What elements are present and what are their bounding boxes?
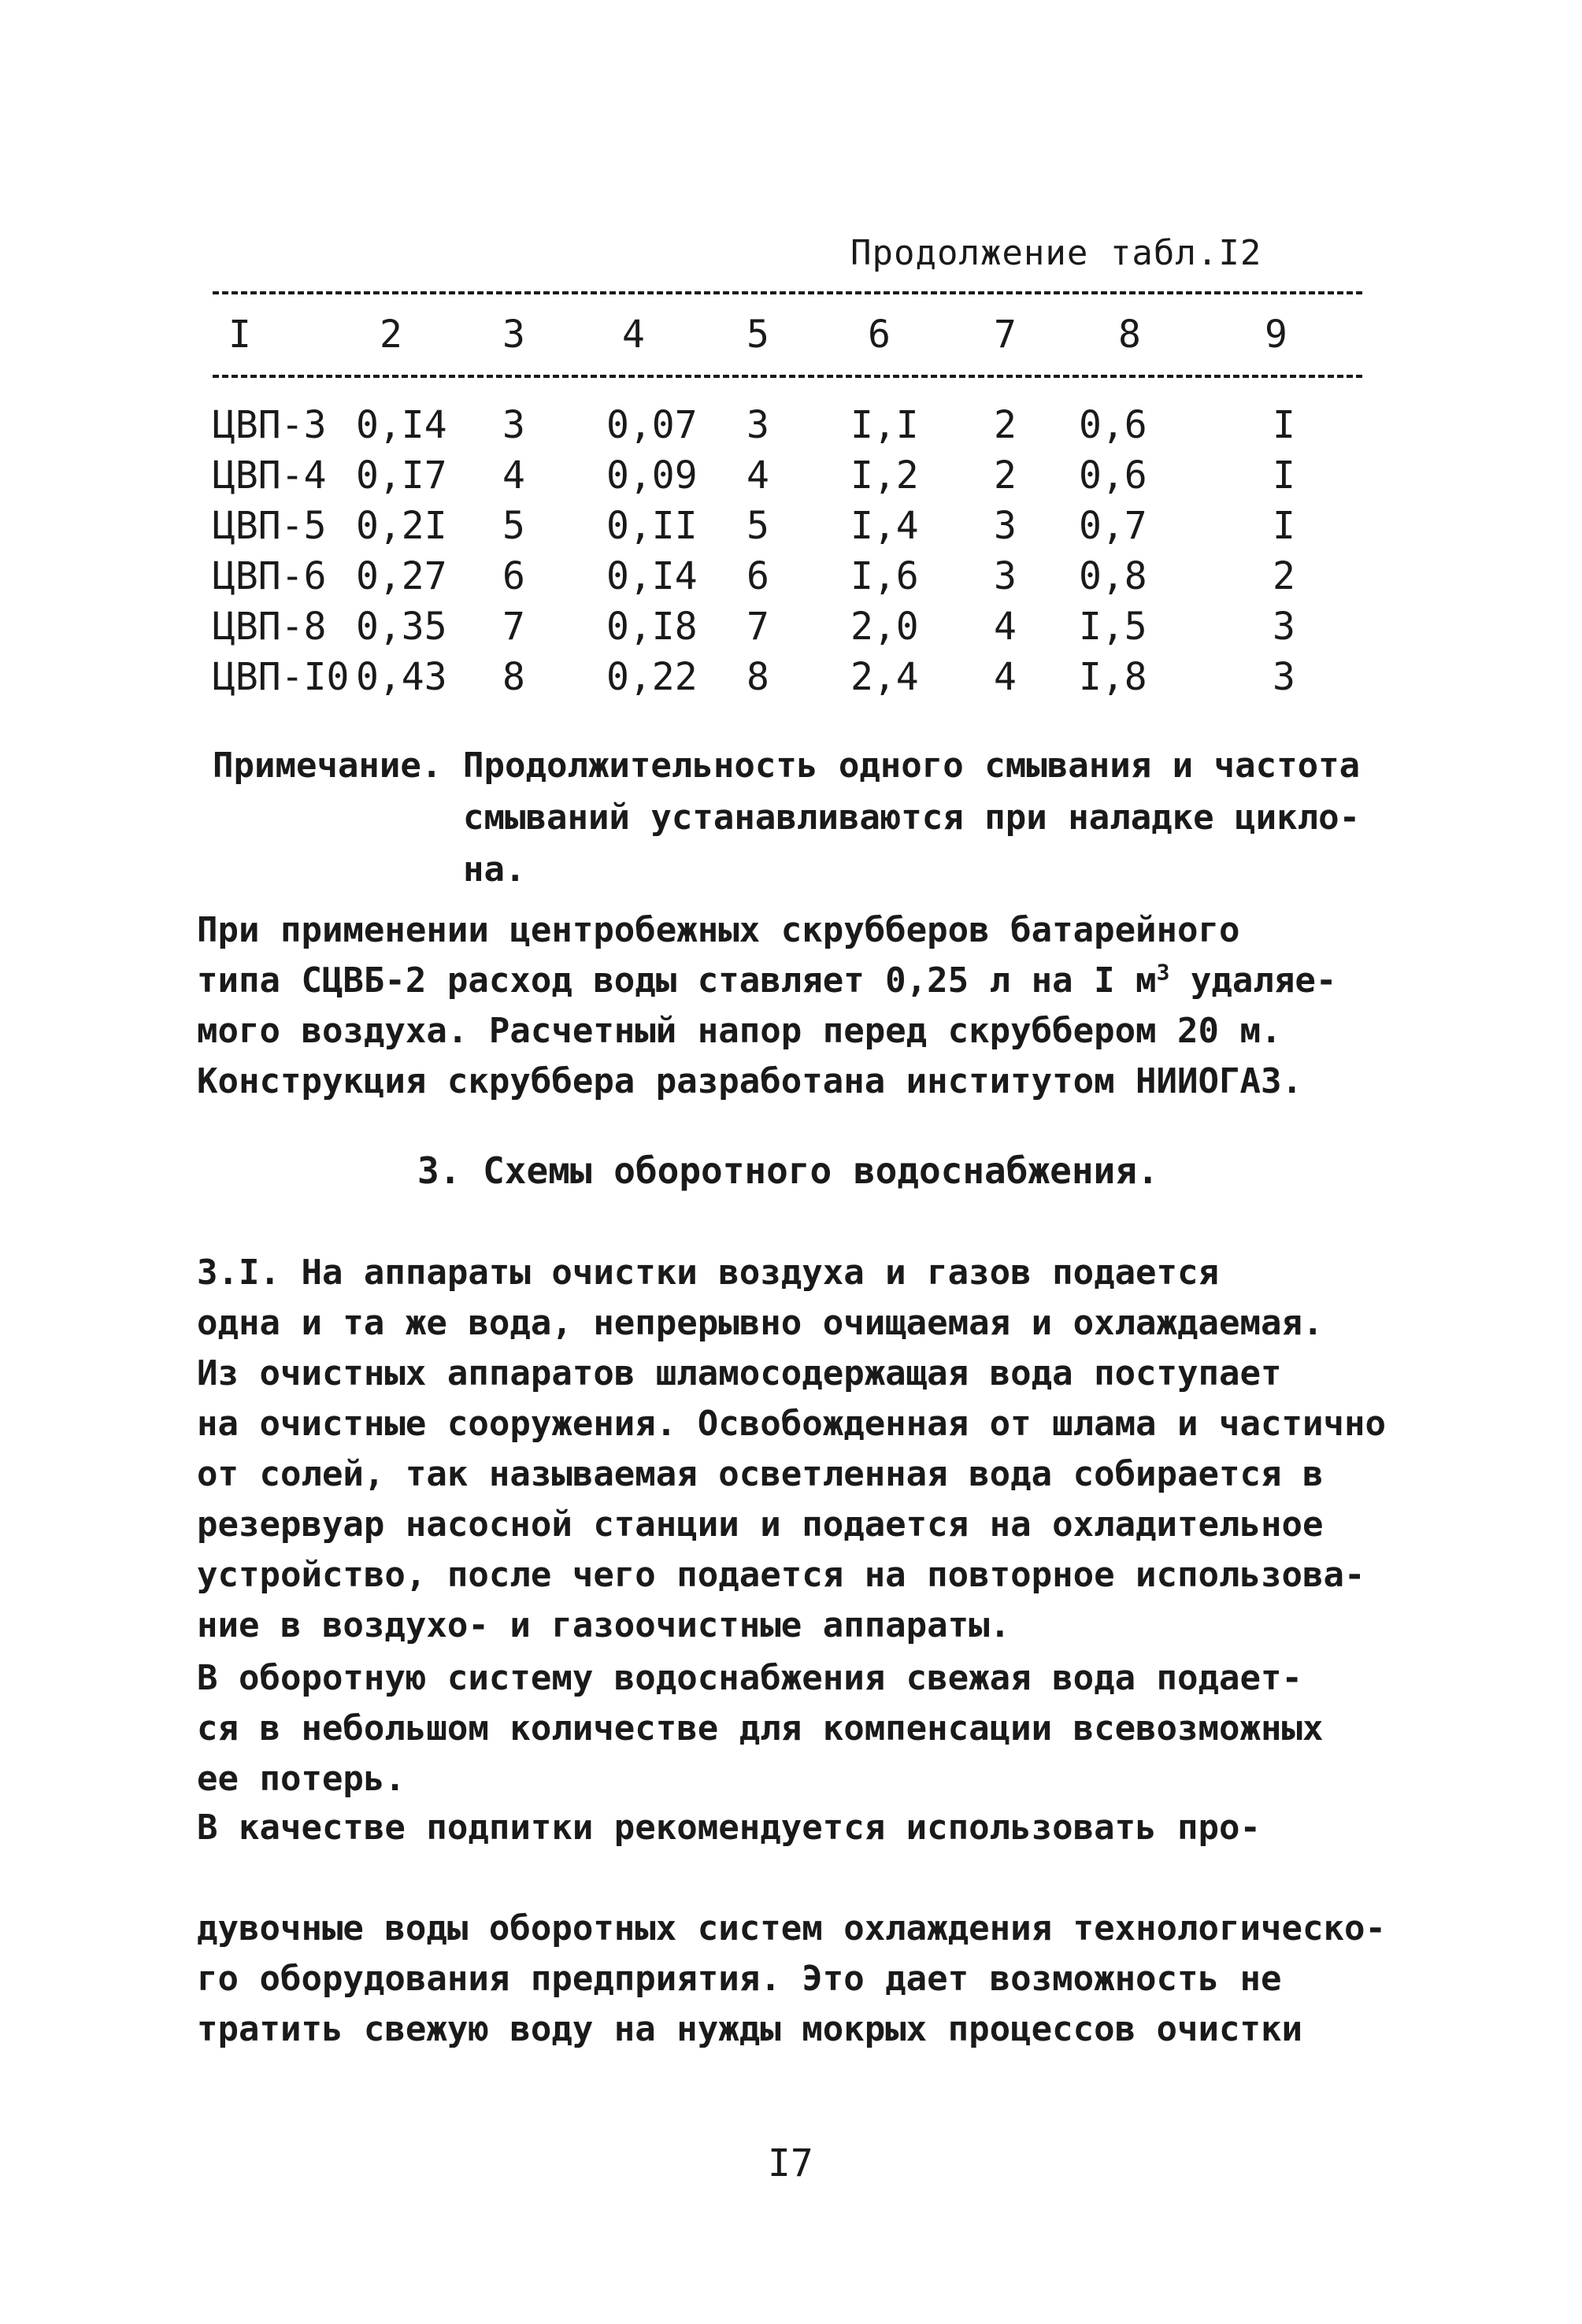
table-cell: I,6	[850, 554, 919, 598]
table-cell: I	[1273, 504, 1295, 548]
table-cell: 0,27	[356, 554, 447, 598]
table-cell: 3	[1273, 655, 1295, 699]
paragraph-makeup-water: В качестве подпитки рекомендуется использовать про- дувочные воды оборотных систем охлаждения технологическо- го оборудования предприятия. Это дает возможность не тратить свежую воду на нужды мокрых процессов очистки	[197, 1808, 1386, 2049]
table-cell: 2	[994, 453, 1017, 498]
paragraph-fresh-water: В оборотную систему водоснабжения свежая вода подает- ся в небольшом количестве для компенсации всевозможных ее потерь.	[197, 1658, 1324, 1799]
table-body	[213, 400, 1362, 702]
header-cell: I	[228, 313, 251, 357]
section-heading: 3. Схемы оборотного водоснабжения.	[417, 1149, 1159, 1192]
header-cell: 3	[502, 313, 525, 357]
table-cell: 3	[994, 504, 1017, 548]
cubic-superscript: 3	[1156, 959, 1170, 986]
paragraph-scrubber	[197, 905, 1394, 1107]
header-cell: 5	[747, 313, 769, 357]
table-cell: 0,43	[356, 655, 447, 699]
table-cell: ЦВП-8	[213, 605, 327, 649]
table-cell: ЦВП-6	[213, 554, 327, 598]
note-label: Примечание.	[213, 746, 443, 786]
note-text: Продолжительность одного смывания и частота смываний устанавливаются при наладке цикло- на.	[463, 746, 1361, 890]
table-cell: 3	[747, 403, 769, 447]
table-cell: I	[1273, 453, 1295, 498]
table-cell: 0,6	[1079, 453, 1147, 498]
table-cell: ЦВП-5	[213, 504, 327, 548]
table-cell: 5	[747, 504, 769, 548]
table-row	[213, 400, 1362, 450]
table-cell: 0,35	[356, 605, 447, 649]
data-table	[213, 291, 1362, 702]
table-cell: ЦВП-3	[213, 403, 327, 447]
table-cell: I	[1273, 403, 1295, 447]
header-cell: 2	[380, 313, 402, 357]
table-cell: 0,I4	[356, 403, 447, 447]
table-header-rule	[213, 375, 1362, 378]
table-cell: 2	[1273, 554, 1295, 598]
table-cell: I,5	[1079, 605, 1147, 649]
table-cell: 4	[502, 453, 525, 498]
paragraph-scrubber-part2: удаляе- мого воздуха. Расчетный напор перед скруббером 20 м. Конструкция скруббера разработана институтом НИИОГАЗ.	[197, 960, 1337, 1101]
table-continuation-label: Продолжение табл.I2	[850, 233, 1262, 273]
header-cell: 7	[994, 313, 1017, 357]
table-cell: I,I	[850, 403, 919, 447]
table-cell: 3	[994, 554, 1017, 598]
table-cell: 2,4	[850, 655, 919, 699]
table-cell: 0,09	[606, 453, 698, 498]
table-cell: 6	[502, 554, 525, 598]
table-cell: 0,22	[606, 655, 698, 699]
table-cell: 0,II	[606, 504, 698, 548]
table-row	[213, 501, 1362, 551]
table-cell: 0,6	[1079, 403, 1147, 447]
table-cell: 2,0	[850, 605, 919, 649]
table-cell: 3	[1273, 605, 1295, 649]
table-row	[213, 551, 1362, 601]
header-cell: 4	[622, 313, 645, 357]
table-cell: ЦВП-4	[213, 453, 327, 498]
table-cell: 4	[994, 605, 1017, 649]
table-row	[213, 450, 1362, 501]
table-cell: I,4	[850, 504, 919, 548]
paragraph-3-1: 3.I. На аппараты очистки воздуха и газов подается одна и та же вода, непрерывно очищаемая и охлаждаемая. Из очистных аппаратов шламосодержащая вода поступает на очистные сооружения. Освобожденная от шлама и частично от солей, так называемая осветленная вода собирается в резервуар насосной станции и подается на охладительное устройство, после чего подается на повторное использова- ние в воздухо- и газоочистные аппараты.	[197, 1253, 1386, 1645]
table-cell: 5	[502, 504, 525, 548]
table-cell: I,8	[1079, 655, 1147, 699]
table-cell: 6	[747, 554, 769, 598]
table-cell: ЦВП-I0	[213, 655, 350, 699]
table-cell: 2	[994, 403, 1017, 447]
paragraph-scrubber-part1: При применении центробежных скрубберов батарейного типа СЦВБ-2 расход воды ставляет 0,25 л на I м	[197, 910, 1240, 1001]
table-cell: 3	[502, 403, 525, 447]
table-header-row	[213, 305, 1362, 364]
table-top-rule	[213, 291, 1362, 294]
table-cell: 0,07	[606, 403, 698, 447]
table-cell: 0,I8	[606, 605, 698, 649]
table-cell: 0,I4	[606, 554, 698, 598]
table-cell: 0,2I	[356, 504, 447, 548]
page-number: I7	[768, 2141, 813, 2185]
table-row	[213, 652, 1362, 702]
header-cell: 9	[1265, 313, 1287, 357]
header-cell: 6	[868, 313, 891, 357]
table-cell: 8	[747, 655, 769, 699]
table-cell: 4	[994, 655, 1017, 699]
table-cell: 0,7	[1079, 504, 1147, 548]
table-cell: 0,I7	[356, 453, 447, 498]
table-note	[213, 740, 1370, 896]
table-cell: 0,8	[1079, 554, 1147, 598]
table-row	[213, 601, 1362, 652]
table-cell: 7	[502, 605, 525, 649]
table-cell: 4	[747, 453, 769, 498]
table-cell: I,2	[850, 453, 919, 498]
header-cell: 8	[1118, 313, 1141, 357]
table-cell: 8	[502, 655, 525, 699]
table-cell: 7	[747, 605, 769, 649]
